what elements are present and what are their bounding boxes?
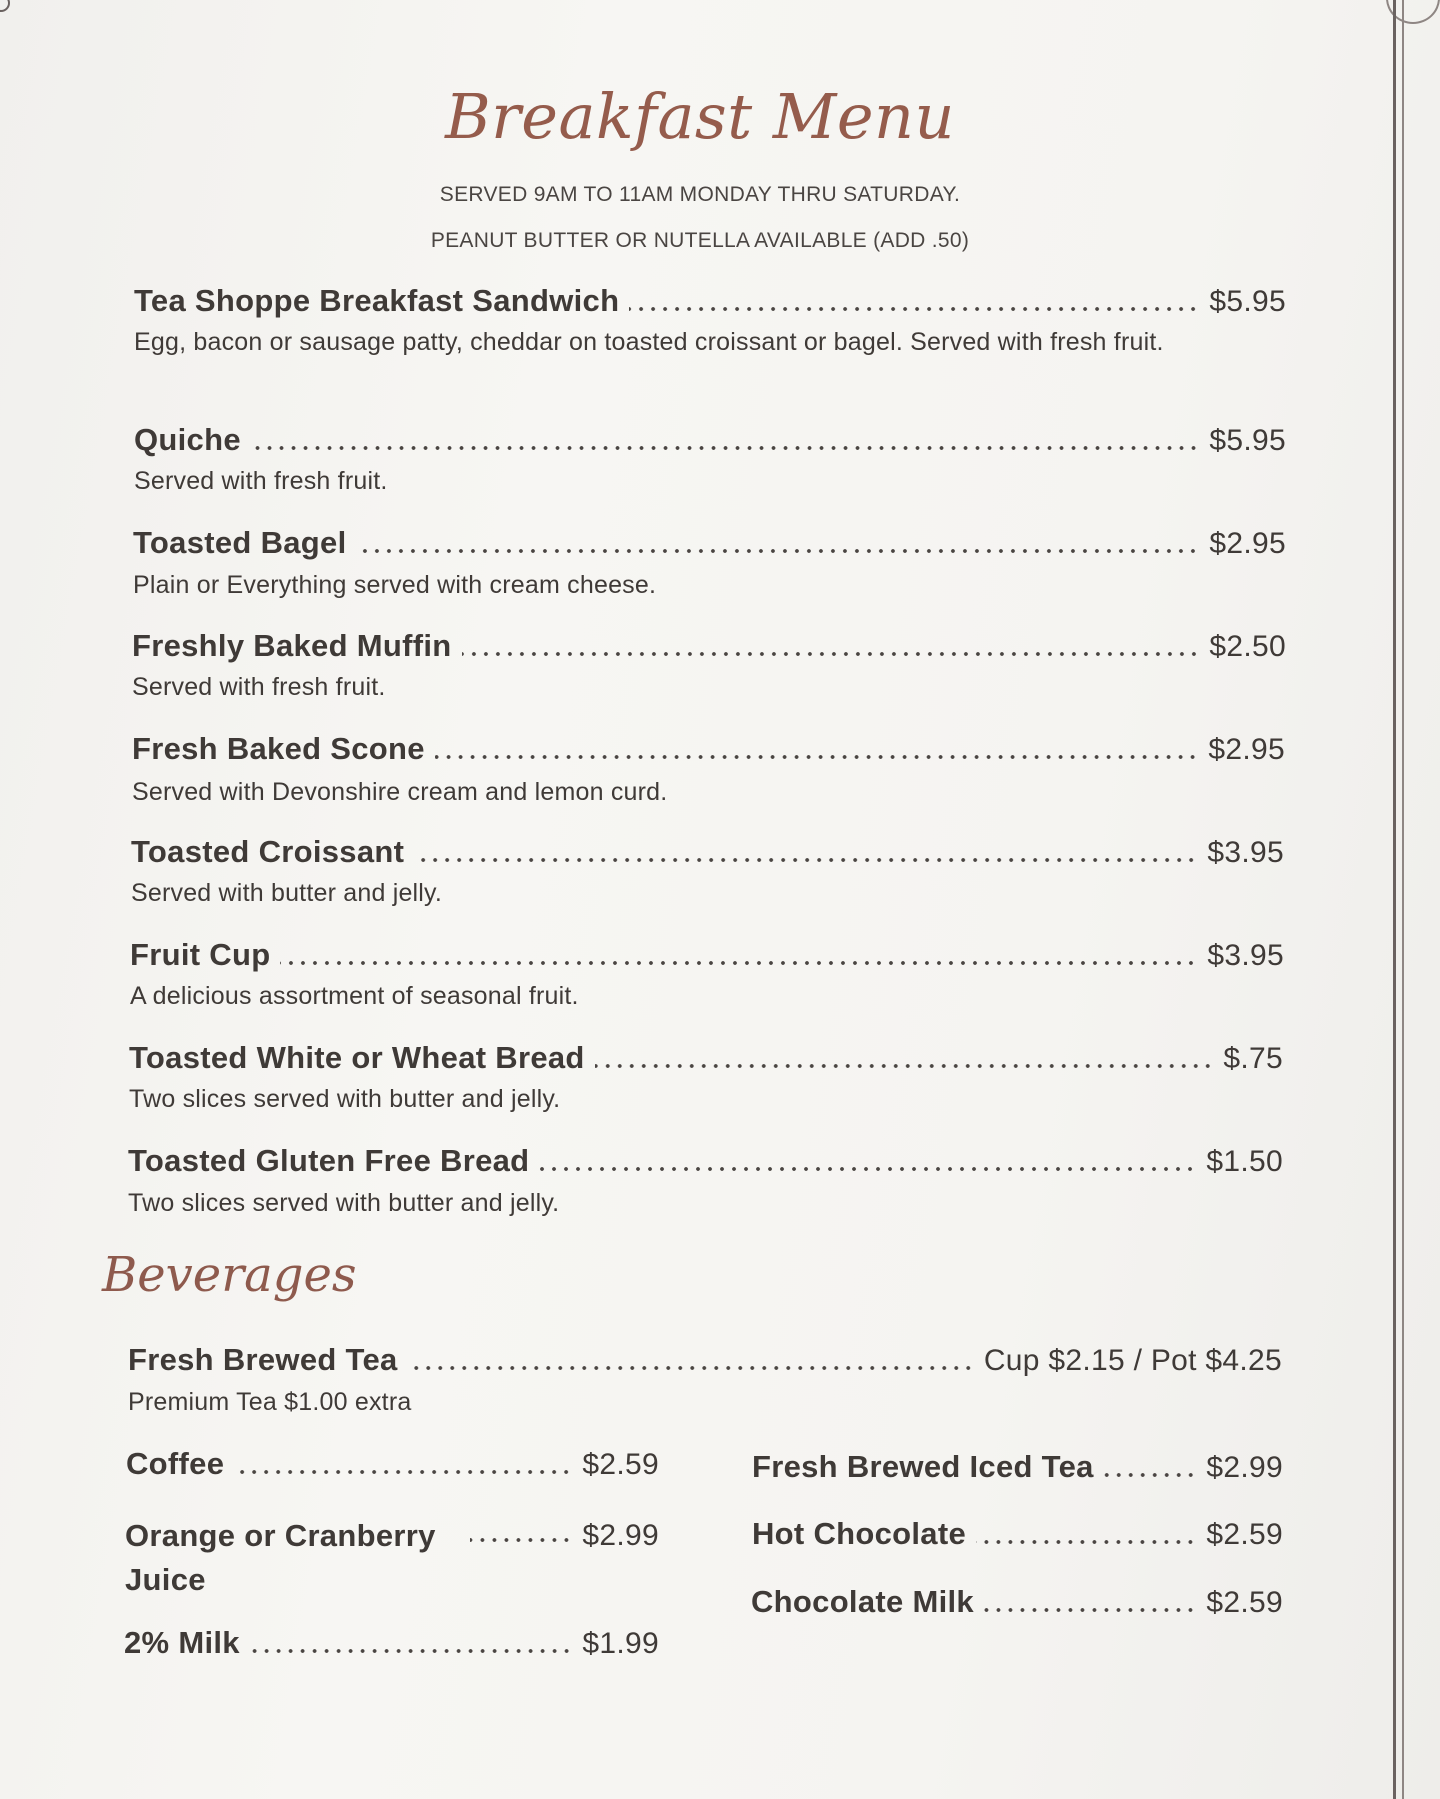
beverage-item	[752, 1516, 1283, 1552]
dot-leader	[595, 1064, 1214, 1068]
item-name: Fresh Brewed Tea	[128, 1342, 398, 1377]
item-name: Orange or Cranberry Juice	[125, 1518, 436, 1597]
item-description: Served with butter and jelly.	[131, 879, 443, 907]
item-description: Egg, bacon or sausage patty, cheddar on toasted croissant or bagel. Served with fresh fruit.	[134, 328, 1164, 356]
item-price: $1.50	[1206, 1145, 1283, 1178]
menu-item	[134, 422, 1286, 458]
item-price: $2.95	[1209, 527, 1286, 560]
item-name: Hot Chocolate	[752, 1516, 967, 1551]
dot-leader	[539, 1167, 1196, 1171]
dot-leader	[435, 755, 1199, 759]
item-description: Two slices served with butter and jelly.	[129, 1085, 561, 1113]
beverage-item	[752, 1449, 1283, 1485]
item-price: $3.95	[1207, 939, 1284, 972]
dot-leader	[984, 1608, 1196, 1612]
menu-item	[129, 1040, 1283, 1076]
dot-leader	[629, 307, 1199, 311]
dot-leader	[234, 1470, 572, 1474]
item-description: Two slices served with butter and jelly.	[128, 1189, 560, 1217]
dot-leader	[462, 652, 1200, 656]
item-price: $5.95	[1209, 285, 1286, 318]
item-name: Fruit Cup	[130, 937, 271, 972]
item-name: Toasted White or Wheat Bread	[129, 1040, 585, 1075]
dot-leader	[408, 1366, 974, 1370]
menu-item	[132, 628, 1286, 664]
item-name: 2% Milk	[124, 1625, 240, 1660]
menu-item	[131, 834, 1284, 870]
beverage-item	[125, 1514, 659, 1602]
item-name: Fresh Brewed Iced Tea	[752, 1449, 1094, 1484]
item-name: Toasted Bagel	[133, 525, 347, 560]
menu-item-tea	[128, 1342, 1282, 1378]
beverages-heading: Beverages	[102, 1247, 357, 1303]
item-name: Coffee	[126, 1446, 225, 1481]
beverage-item	[126, 1446, 659, 1482]
dot-leader	[976, 1540, 1196, 1544]
item-price: $.75	[1223, 1042, 1283, 1075]
item-name: Fresh Baked Scone	[132, 731, 425, 766]
item-description: Plain or Everything served with cream cheese.	[133, 571, 657, 599]
item-name: Freshly Baked Muffin	[132, 628, 452, 663]
item-price: $2.59	[582, 1448, 659, 1481]
beverage-item	[124, 1625, 659, 1661]
item-description: Served with fresh fruit.	[134, 467, 388, 495]
corner-ornament	[0, 0, 10, 12]
item-name: Tea Shoppe Breakfast Sandwich	[134, 283, 620, 318]
menu-title: Breakfast Menu	[445, 80, 955, 153]
dot-leader	[356, 549, 1199, 553]
item-price: $2.59	[1206, 1586, 1283, 1619]
dot-leader	[470, 1538, 572, 1542]
item-name: Quiche	[134, 422, 241, 457]
dot-leader	[280, 961, 1197, 965]
beverage-item	[751, 1584, 1283, 1620]
item-name: Toasted Gluten Free Bread	[128, 1143, 530, 1178]
dot-leader	[414, 858, 1197, 862]
frame-border-inner	[1402, 0, 1404, 1799]
frame-border-outer	[1393, 0, 1396, 1799]
dot-leader	[1104, 1473, 1197, 1477]
item-price: $3.95	[1207, 836, 1284, 869]
item-price: $2.59	[1206, 1518, 1283, 1551]
menu-item	[134, 283, 1286, 319]
dot-leader	[251, 446, 1200, 450]
menu-item	[128, 1143, 1283, 1179]
menu-item	[133, 525, 1286, 561]
item-name: Chocolate Milk	[751, 1584, 974, 1619]
menu-item	[130, 937, 1284, 973]
item-name: Toasted Croissant	[131, 834, 405, 869]
item-price: $2.99	[582, 1519, 659, 1552]
item-price: $1.99	[582, 1627, 659, 1660]
item-description: A delicious assortment of seasonal fruit.	[130, 982, 579, 1010]
item-price: $2.50	[1209, 630, 1286, 663]
item-description: Served with Devonshire cream and lemon curd.	[132, 778, 668, 806]
spreads-note: PEANUT BUTTER OR NUTELLA AVAILABLE (ADD .50)	[430, 229, 970, 252]
item-price: Cup $2.15 / Pot $4.25	[983, 1344, 1282, 1377]
item-price: $2.99	[1206, 1451, 1283, 1484]
item-price: $5.95	[1209, 424, 1286, 457]
item-description: Premium Tea $1.00 extra	[128, 1388, 412, 1416]
dot-leader	[250, 1649, 573, 1653]
item-description: Served with fresh fruit.	[132, 673, 386, 701]
serving-hours: SERVED 9AM TO 11AM MONDAY THRU SATURDAY.	[439, 183, 961, 206]
item-price: $2.95	[1208, 733, 1285, 766]
menu-item	[132, 731, 1285, 767]
